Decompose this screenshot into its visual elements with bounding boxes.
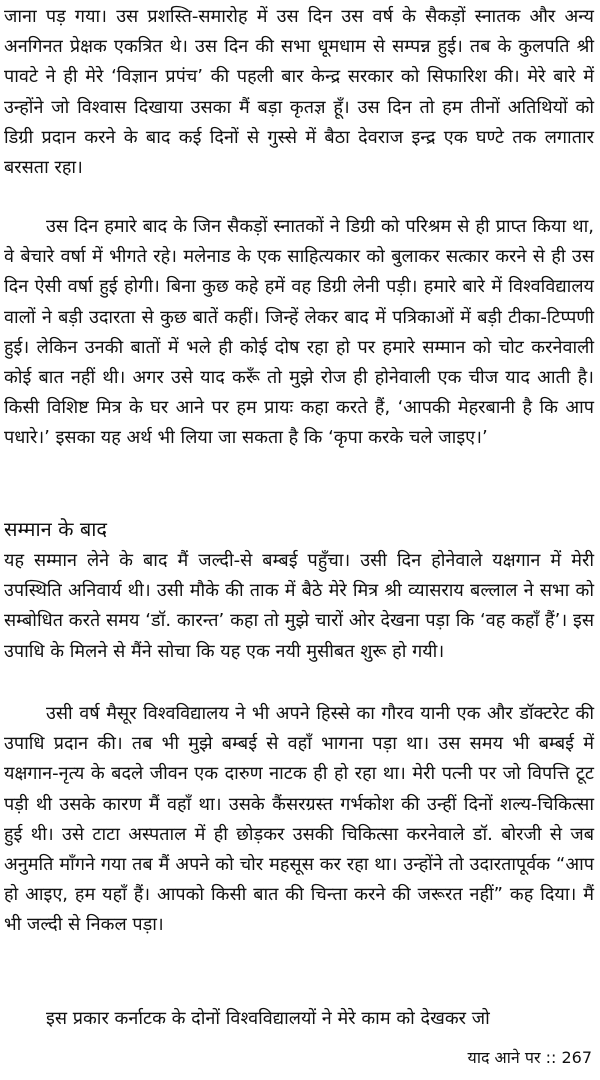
body-paragraph: इस प्रकार कर्नाटक के दोनों विश्वविद्यालयों ने मेरे काम को देखकर जो bbox=[46, 1008, 490, 1029]
body-paragraph: यह सम्मान लेने के बाद मैं जल्दी-से बम्बई पहुँचा। उसी दिन होनेवाले यक्षगान में मेरी उपस्थिति अनिवार्य थी। उसी मौके की ताक में बैठे मेरे मित्र श्री व्यासराय बल्लाल ने सभा को सम्बोधित करते समय ‘डॉ. कारन्त’ कहा तो मुझे चारों ओर देखना पड़ा कि ‘वह कहाँ हैं’। इस उपाधि के मिलने से मैंने सोचा कि यह एक नयी मुसीबत शुरू हो गयी। bbox=[4, 550, 594, 662]
section-heading: सम्मान के बाद bbox=[4, 517, 108, 541]
body-paragraph: जाना पड़ गया। उस प्रशस्ति-समारोह में उस दिन उस वर्ष के सैकड़ों स्नातक और अन्य अनगिनत प्रेक्षक एकत्रित थे। उस दिन की सभा धूमधाम से सम्पन्न हुई। तब के कुलपति श्री पावटे ने ही मेरे ‘विज्ञान प्रपंच’ की पहली बार केन्द्र सरकार को सिफारिश की। मेरे बारे में उन्होंने जो विश्वास दिखाया उसका मैं बड़ा कृतज्ञ हूँ। उस दिन तो हम तीनों अतिथियों को डिग्री प्रदान करने के बाद कई दिनों से गुस्से में बैठा देवराज इन्द्र एक घण्टे तक लगातार बरसता रहा। bbox=[4, 6, 594, 179]
page-footer: याद आने पर :: 267 bbox=[467, 1048, 592, 1067]
body-paragraph: उसी वर्ष मैसूर विश्वविद्यालय ने भी अपने हिस्से का गौरव यानी एक और डॉक्टरेट की उपाधि प्रदान की। तब भी मुझे बम्बई से वहाँ भागना पड़ा था। उस समय भी बम्बई में यक्षगान-नृत्य के बदले जीवन एक दारुण नाटक ही हो रहा था। मेरी पत्नी पर जो विपत्ति टूट पड़ी थी उसके कारण मैं वहाँ था। उसके कैंसरग्रस्त गर्भकोश की उन्हीं दिनों शल्य-चिकित्सा हुई थी। उसे टाटा अस्पताल में ही छोड़कर उसकी चिकित्सा करनेवाले डॉ. बोरजी से जब अनुमति माँगने गया तब मैं अपने को चोर महसूस कर रहा था। उन्होंने तो उदारतापूर्वक “आप हो आइए, हम यहाँ हैं। आपको किसी बात की चिन्ता करने की जरूरत नहीं” कह दिया। मैं भी जल्दी से निकल पड़ा। bbox=[4, 703, 594, 936]
body-paragraph: उस दिन हमारे बाद के जिन सैकड़ों स्नातकों ने डिग्री को परिश्रम से ही प्राप्त किया था, वे बेचारे वर्षा में भीगते रहे। मलेनाड के एक साहित्यकार को बुलाकर सत्कार करने से ही उस दिन ऐसी वर्षा हुई होगी। बिना कुछ कहे हमें वह डिग्री लेनी पड़ी। हमारे बारे में विश्वविद्यालय वालों ने बड़ी उदारता से कुछ बातें कहीं। जिन्हें लेकर बाद में पत्रिकाओं में बड़ी टीका-टिप्पणी हुई। लेकिन उनकी बातों में भले ही कोई दोष रहा हो पर हमारे सम्मान को चोट करनेवाली कोई बात नहीं थी। अगर उसे याद करूँ तो मुझे रोज ही होनेवाली एक चीज याद आती है। किसी विशिष्ट मित्र के घर आने पर हम प्रायः कहा करते हैं, ‘आपकी मेहरबानी है कि आप पधारे।’ इसका यह अर्थ भी लिया जा सकता है कि ‘कृपा करके चले जाइए।’ bbox=[4, 216, 594, 449]
